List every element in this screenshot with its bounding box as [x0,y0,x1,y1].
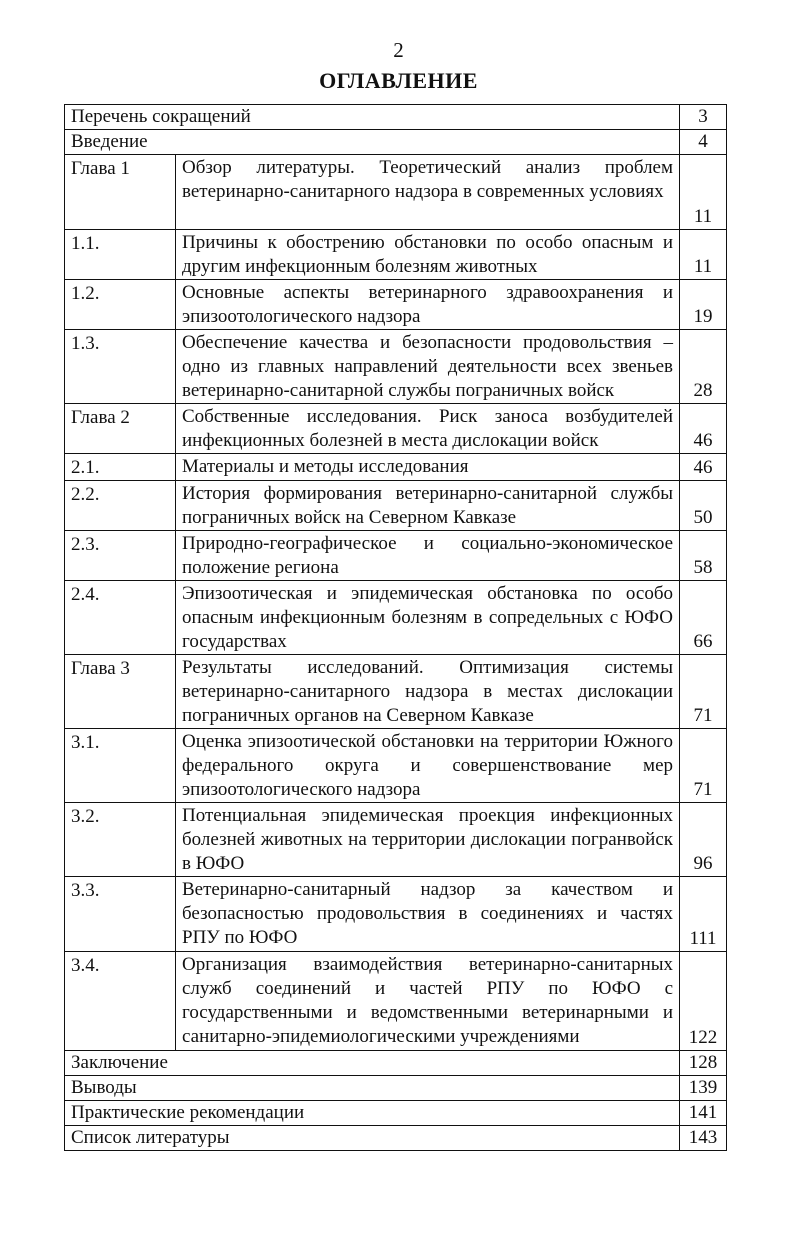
toc-row-2-4[interactable] [65,581,727,655]
toc-number: Глава 2 [65,404,176,454]
toc-row-1-3[interactable] [65,330,727,404]
toc-page: 46 [680,404,727,454]
toc-row-1-1[interactable] [65,230,727,280]
toc-row-findings[interactable] [65,1076,727,1101]
toc-page: 4 [680,130,727,155]
page-number: 2 [393,38,404,62]
table-of-contents [64,104,727,1151]
toc-page: 50 [680,481,727,531]
toc-label: Список литературы [65,1126,680,1151]
toc-text: Организация взаимодействия ветеринарно-санитарных служб соединений и частей РПУ по ЮФО с государственными и ведомственными ветеринарными и санитарно-эпидемиологическими учреждениями [176,952,680,1051]
toc-row-conclusion[interactable] [65,1051,727,1076]
toc-page: 58 [680,531,727,581]
toc-number: 1.1. [65,230,176,280]
toc-row-chapter-1[interactable] [65,155,727,230]
toc-row-1-2[interactable] [65,280,727,330]
toc-number: 3.4. [65,952,176,1051]
toc-number: 2.3. [65,531,176,581]
toc-row-abbreviations[interactable] [65,105,727,130]
toc-page: 71 [680,729,727,803]
toc-text: Собственные исследования. Риск заноса возбудителей инфекционных болезней в места дислокации войск [176,404,680,454]
toc-row-3-3[interactable] [65,877,727,952]
toc-page: 111 [680,877,727,952]
toc-page: 71 [680,655,727,729]
toc-page: 19 [680,280,727,330]
toc-page: 141 [680,1101,727,1126]
toc-number: 2.4. [65,581,176,655]
toc-text: Ветеринарно-санитарный надзор за качеством и безопасностью продовольствия в соединениях и частях РПУ по ЮФО [176,877,680,952]
toc-label: Введение [65,130,680,155]
toc-page: 11 [680,155,727,230]
toc-text: Основные аспекты ветеринарного здравоохранения и эпизоотологического надзора [176,280,680,330]
toc-number: Глава 1 [65,155,176,230]
toc-text: История формирования ветеринарно-санитарной службы пограничных войск на Северном Кавказе [176,481,680,531]
toc-row-recommendations[interactable] [65,1101,727,1126]
toc-page: 66 [680,581,727,655]
toc-page: 46 [680,454,727,481]
toc-page: 96 [680,803,727,877]
toc-text: Причины к обострению обстановки по особо опасным и другим инфекционным болезням животных [176,230,680,280]
toc-page: 28 [680,330,727,404]
toc-label: Перечень сокращений [65,105,680,130]
toc-page: 11 [680,230,727,280]
toc-row-chapter-2[interactable] [65,404,727,454]
toc-row-introduction[interactable] [65,130,727,155]
toc-text: Результаты исследований. Оптимизация системы ветеринарно-санитарного надзора в местах дислокации пограничных органов на Северном Кавказе [176,655,680,729]
toc-row-2-2[interactable] [65,481,727,531]
toc-row-3-1[interactable] [65,729,727,803]
page-title: ОГЛАВЛЕНИЕ [319,68,478,93]
toc-label: Практические рекомендации [65,1101,680,1126]
toc-row-3-2[interactable] [65,803,727,877]
toc-row-2-3[interactable] [65,531,727,581]
toc-text: Обеспечение качества и безопасности продовольствия – одно из главных направлений деятельности всех звеньев ветеринарно-санитарной службы пограничных войск [176,330,680,404]
toc-label: Выводы [65,1076,680,1101]
toc-page: 143 [680,1126,727,1151]
toc-number: 3.1. [65,729,176,803]
toc-number: 2.2. [65,481,176,531]
toc-row-3-4[interactable] [65,952,727,1051]
toc-page: 139 [680,1076,727,1101]
toc-number: 1.3. [65,330,176,404]
toc-number: 2.1. [65,454,176,481]
toc-text: Материалы и методы исследования [176,454,680,481]
toc-text: Обзор литературы. Теоретический анализ проблем ветеринарно-санитарного надзора в современных условиях [176,155,680,230]
toc-text: Оценка эпизоотической обстановки на территории Южного федерального округа и совершенствование мер эпизоотологического надзора [176,729,680,803]
toc-row-references[interactable] [65,1126,727,1151]
toc-page: 3 [680,105,727,130]
toc-number: Глава 3 [65,655,176,729]
toc-text: Природно-географическое и социально-экономическое положение региона [176,531,680,581]
toc-number: 3.3. [65,877,176,952]
toc-row-chapter-3[interactable] [65,655,727,729]
toc-label: Заключение [65,1051,680,1076]
toc-text: Потенциальная эпидемическая проекция инфекционных болезней животных на территории дислокации погранвойск в ЮФО [176,803,680,877]
toc-page: 122 [680,952,727,1051]
toc-row-2-1[interactable] [65,454,727,481]
toc-number: 1.2. [65,280,176,330]
toc-page: 128 [680,1051,727,1076]
toc-number: 3.2. [65,803,176,877]
toc-text: Эпизоотическая и эпидемическая обстановка по особо опасным инфекционным болезням в сопредельных с ЮФО государствах [176,581,680,655]
